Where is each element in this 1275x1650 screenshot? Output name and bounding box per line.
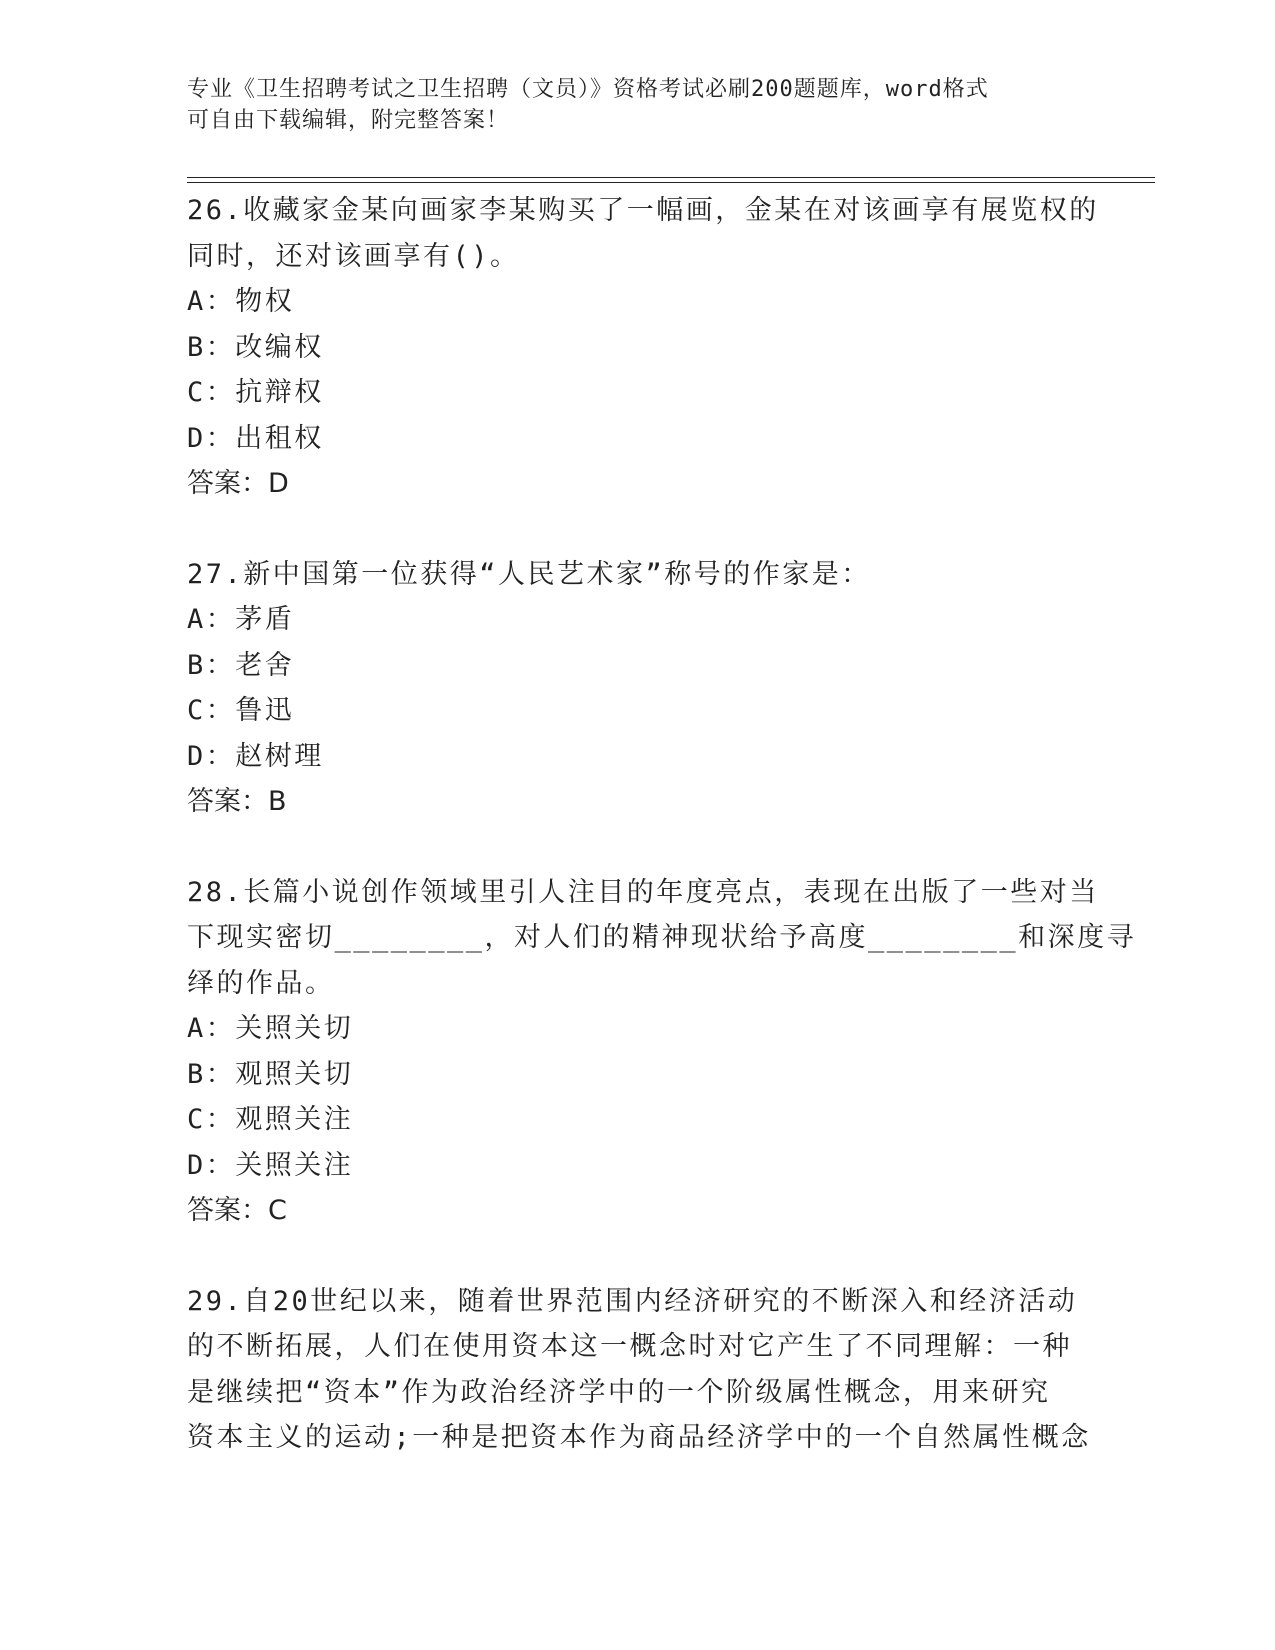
- header-line-2: 可自由下载编辑，附完整答案！: [187, 108, 510, 133]
- option-d: D：赵树理: [187, 740, 324, 772]
- question-stem-line: 同时，还对该画享有()。: [187, 240, 520, 272]
- option-d: D：出租权: [187, 422, 324, 454]
- question-stem-line: 下现实密切________，对人们的精神现状给予高度________和深度寻: [187, 922, 1137, 953]
- option-c: C：观照关注: [187, 1104, 354, 1135]
- question-stem-line: 是继续把“资本”作为政治经济学中的一个阶级属性概念，用来研究: [187, 1376, 1051, 1408]
- question-spacer: [187, 507, 1087, 552]
- question-27: [187, 552, 1087, 825]
- header-line-1: 专业《卫生招聘考试之卫生招聘（文员）》资格考试必刷200题题库，word格式: [187, 77, 989, 102]
- option-a: A：关照关切: [187, 1013, 354, 1044]
- answer-line: 答案：D: [187, 468, 289, 499]
- question-29: [187, 1279, 1091, 1461]
- option-a: A：茅盾: [187, 604, 295, 635]
- option-d: D：关照关注: [187, 1149, 354, 1181]
- answer-line: 答案：B: [187, 786, 287, 817]
- question-spacer: [187, 825, 1087, 870]
- option-b: B：老舍: [187, 649, 295, 681]
- question-stem-line: 29.自20世纪以来，随着世界范围内经济研究的不断深入和经济活动: [187, 1285, 1078, 1317]
- header-divider-top: [187, 177, 1155, 178]
- question-stem-line: 26.收藏家金某向画家李某购买了一幅画，金某在对该画享有展览权的: [187, 195, 1099, 226]
- option-c: C：鲁迅: [187, 695, 295, 726]
- question-list: [187, 188, 1137, 1461]
- option-b: B：观照关切: [187, 1058, 354, 1090]
- option-b: B：改编权: [187, 331, 324, 363]
- answer-line: 答案：C: [187, 1195, 287, 1226]
- question-stem-line: 的不断拓展，人们在使用资本这一概念时对它产生了不同理解：一种: [187, 1331, 1072, 1362]
- document-header: [187, 74, 1067, 136]
- question-26: [187, 188, 1099, 507]
- question-stem-line: 28.长篇小说创作领域里引人注目的年度亮点，表现在出版了一些对当: [187, 876, 1099, 908]
- option-c: C：抗辩权: [187, 377, 324, 408]
- option-a: A：物权: [187, 286, 295, 317]
- question-stem-line: 绎的作品。: [187, 967, 335, 999]
- header-divider-bottom: [187, 182, 1155, 183]
- question-stem-line: 27.新中国第一位获得“人民艺术家”称号的作家是：: [187, 558, 871, 590]
- question-28: [187, 870, 1137, 1234]
- question-spacer: [187, 1234, 1087, 1279]
- question-stem-line: 资本主义的运动;一种是把资本作为商品经济学中的一个自然属性概念: [187, 1422, 1091, 1453]
